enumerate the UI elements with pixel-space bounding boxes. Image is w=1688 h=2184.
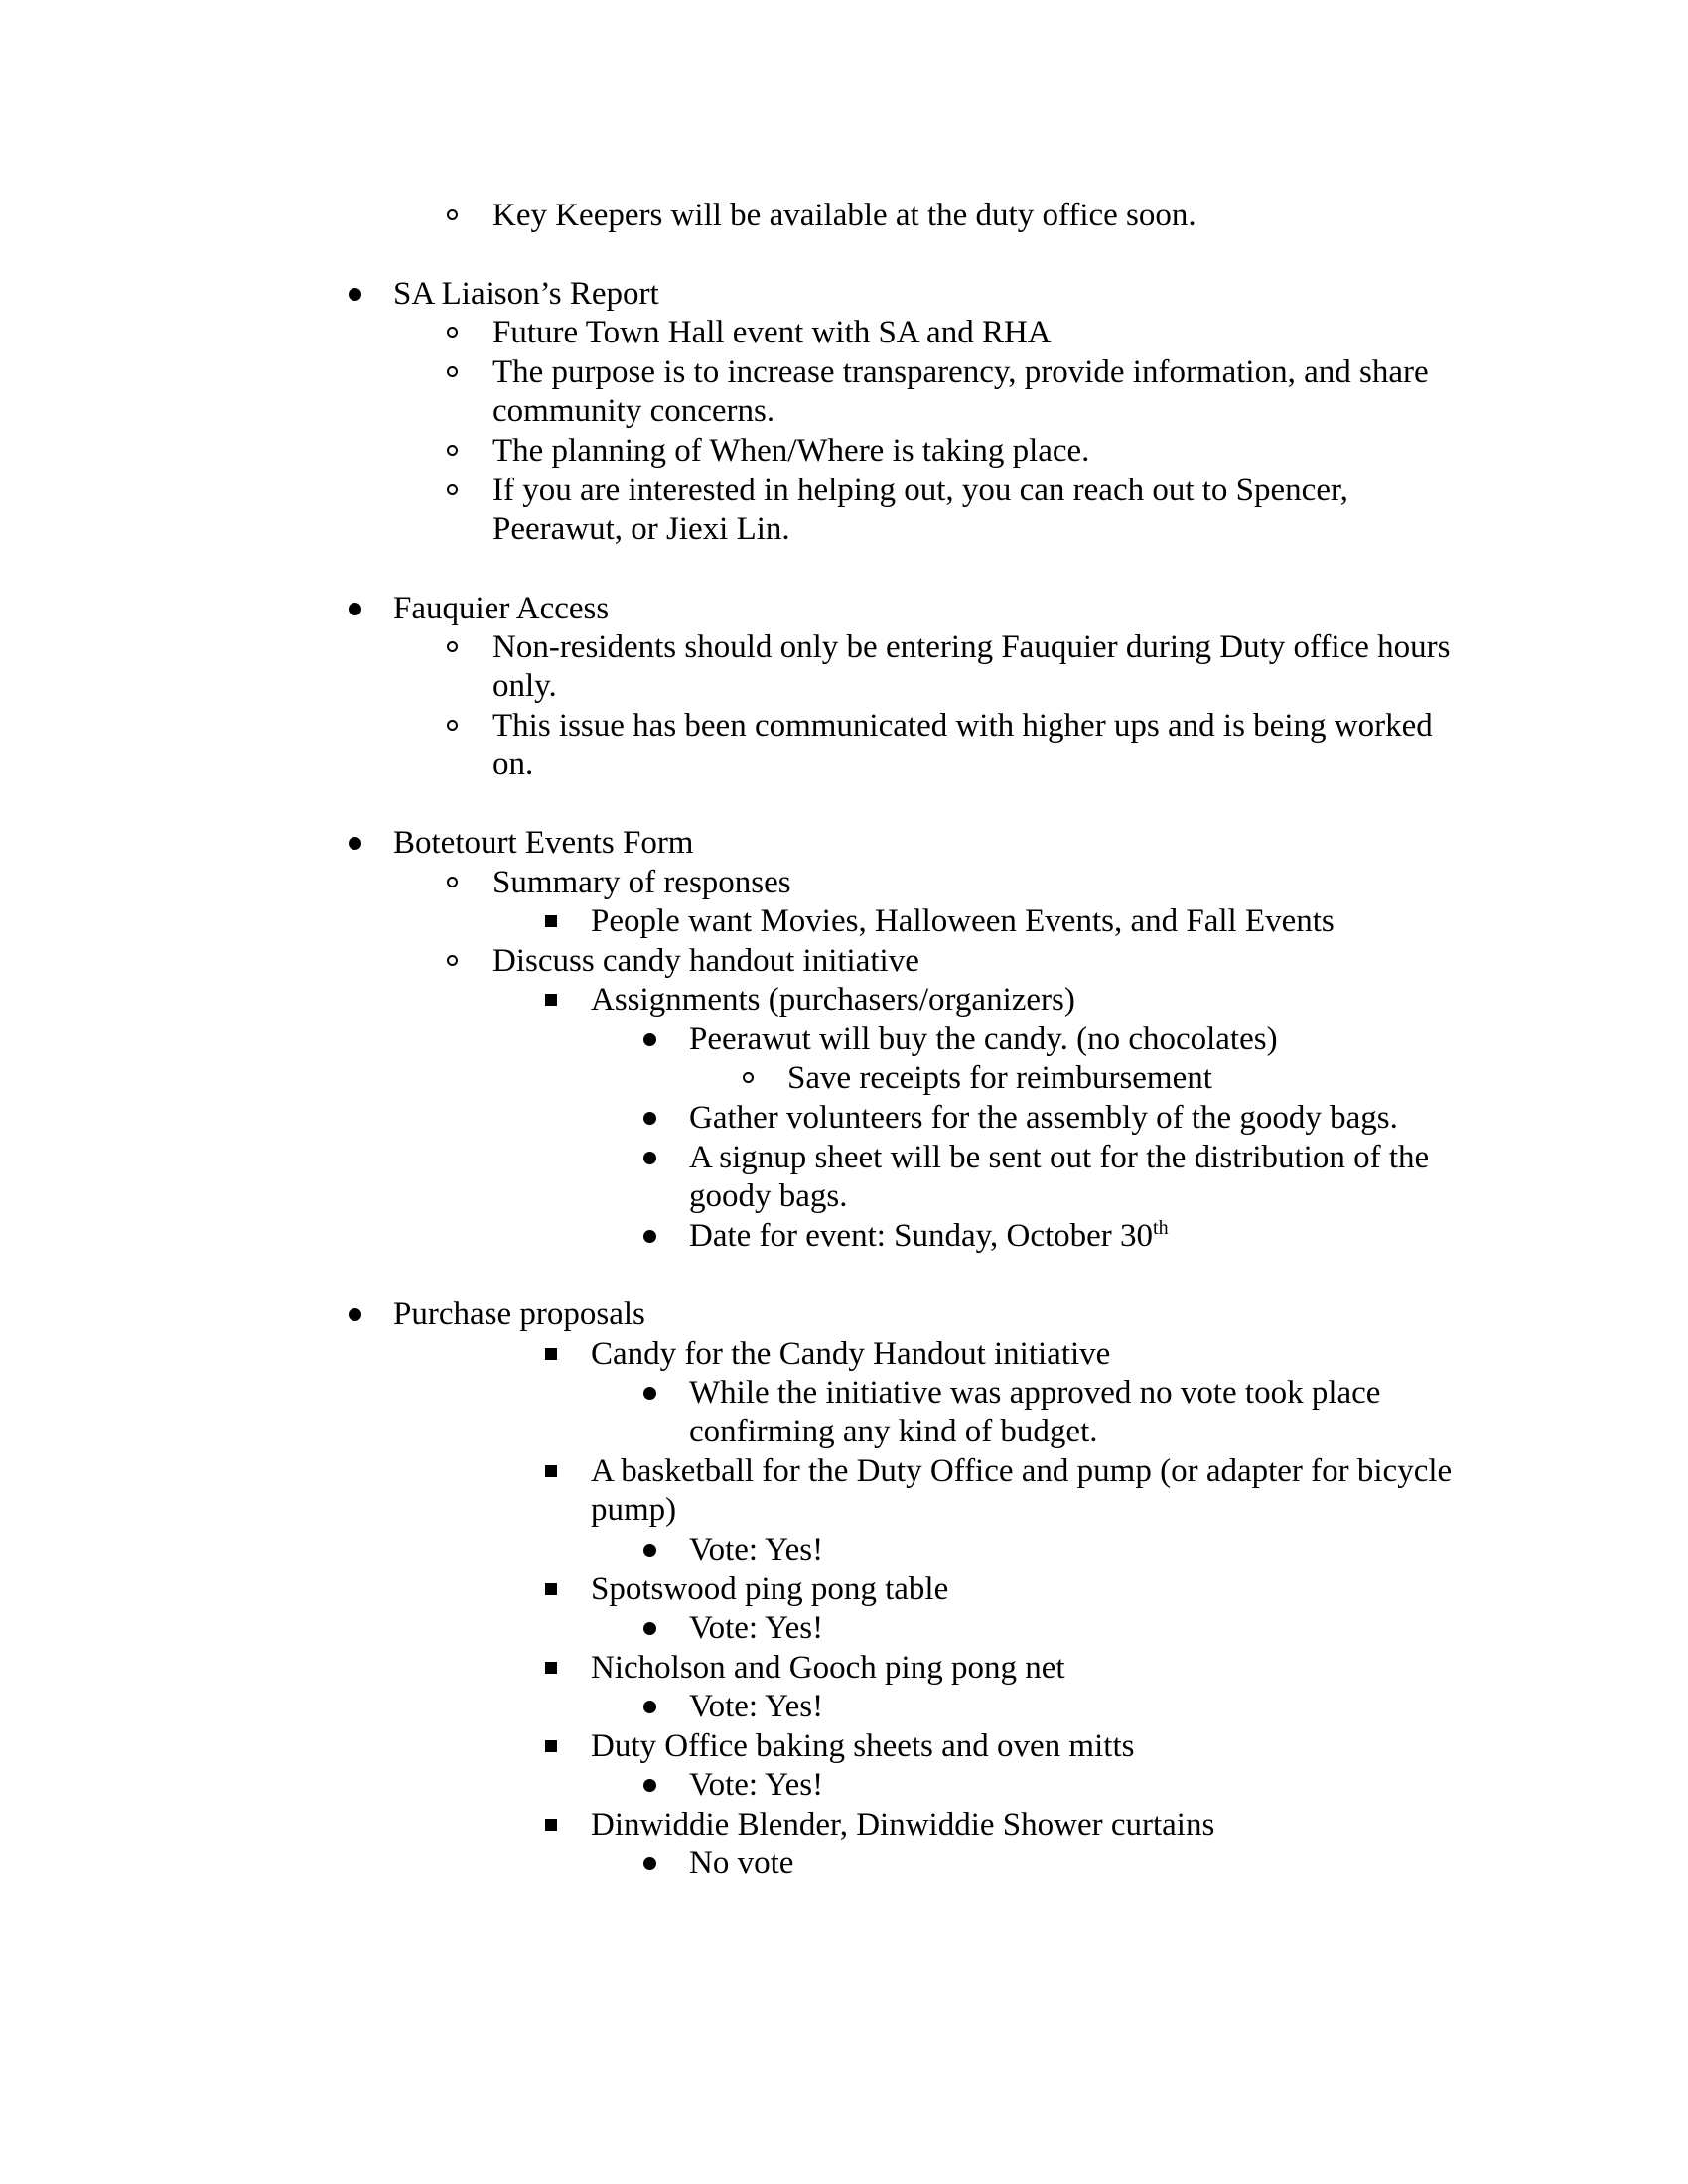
square-bullet-icon bbox=[545, 1348, 557, 1360]
disc-bullet-icon bbox=[349, 837, 361, 850]
botetourt-volunteers: Gather volunteers for the assembly of the goody bags. bbox=[689, 1100, 1398, 1136]
square-bullet-icon bbox=[545, 1740, 557, 1752]
disc-bullet-icon bbox=[349, 288, 361, 301]
disc-bullet-icon bbox=[643, 1230, 656, 1243]
circle-bullet-icon bbox=[447, 484, 458, 495]
disc-bullet-icon bbox=[643, 1622, 656, 1635]
disc-bullet-icon bbox=[643, 1701, 656, 1713]
square-bullet-icon bbox=[545, 1662, 557, 1674]
botetourt-date bbox=[689, 1216, 1169, 1256]
botetourt-date-text: Date for event: Sunday, October 30 bbox=[689, 1218, 1154, 1254]
circle-bullet-icon bbox=[447, 641, 458, 652]
purchase-pingpong-table: Spotswood ping pong table bbox=[591, 1571, 949, 1607]
purchase-candy: Candy for the Candy Handout initiative bbox=[591, 1336, 1111, 1372]
fauquier-item: This issue has been communicated with higher ups and is being worked bbox=[492, 708, 1433, 744]
sa-liaison-heading: SA Liaison’s Report bbox=[393, 276, 659, 312]
intro-item: Key Keepers will be available at the duty office soon. bbox=[492, 198, 1196, 233]
square-bullet-icon bbox=[545, 915, 557, 927]
purchase-candy-note-continued: confirming any kind of budget. bbox=[689, 1414, 1098, 1449]
circle-bullet-icon bbox=[447, 366, 458, 377]
purchase-candy-note: While the initiative was approved no vote took place bbox=[689, 1375, 1381, 1411]
botetourt-date-suffix: th bbox=[1153, 1217, 1169, 1239]
fauquier-item-continued: only. bbox=[492, 668, 557, 704]
botetourt-summary: Summary of responses bbox=[492, 865, 791, 900]
sa-liaison-item: If you are interested in helping out, you can reach out to Spencer, bbox=[492, 473, 1348, 508]
circle-bullet-icon bbox=[447, 209, 458, 220]
purchase-baking: Duty Office baking sheets and oven mitts bbox=[591, 1728, 1135, 1764]
disc-bullet-icon bbox=[643, 1033, 656, 1046]
botetourt-receipts: Save receipts for reimbursement bbox=[787, 1060, 1212, 1096]
purchase-heading: Purchase proposals bbox=[393, 1297, 645, 1332]
purchase-vote: Vote: Yes! bbox=[689, 1532, 824, 1568]
botetourt-peerawut: Peerawut will buy the candy. (no chocolates) bbox=[689, 1022, 1278, 1057]
botetourt-signup: A signup sheet will be sent out for the distribution of the bbox=[689, 1140, 1430, 1175]
sa-liaison-item: The purpose is to increase transparency, provide information, and share bbox=[492, 354, 1429, 390]
purchase-vote: Vote: Yes! bbox=[689, 1689, 824, 1724]
botetourt-summary-item: People want Movies, Halloween Events, and Fall Events bbox=[591, 903, 1335, 939]
botetourt-assignments: Assignments (purchasers/organizers) bbox=[591, 982, 1075, 1018]
disc-bullet-icon bbox=[643, 1857, 656, 1870]
purchase-vote: Vote: Yes! bbox=[689, 1610, 824, 1646]
disc-bullet-icon bbox=[349, 603, 361, 615]
circle-bullet-icon bbox=[447, 955, 458, 966]
purchase-basketball-continued: pump) bbox=[591, 1492, 677, 1528]
botetourt-candy: Discuss candy handout initiative bbox=[492, 943, 919, 979]
sa-liaison-item: The planning of When/Where is taking place. bbox=[492, 433, 1090, 469]
disc-bullet-icon bbox=[349, 1308, 361, 1321]
disc-bullet-icon bbox=[643, 1544, 656, 1557]
purchase-dinwiddie: Dinwiddie Blender, Dinwiddie Shower curtains bbox=[591, 1807, 1215, 1843]
square-bullet-icon bbox=[545, 1583, 557, 1595]
fauquier-heading: Fauquier Access bbox=[393, 591, 610, 626]
sa-liaison-item: Future Town Hall event with SA and RHA bbox=[492, 315, 1052, 350]
square-bullet-icon bbox=[545, 1465, 557, 1477]
sa-liaison-item-continued: Peerawut, or Jiexi Lin. bbox=[492, 511, 790, 547]
disc-bullet-icon bbox=[643, 1387, 656, 1400]
disc-bullet-icon bbox=[643, 1152, 656, 1164]
botetourt-heading: Botetourt Events Form bbox=[393, 825, 694, 861]
circle-bullet-icon bbox=[447, 877, 458, 887]
square-bullet-icon bbox=[545, 1819, 557, 1831]
circle-bullet-icon bbox=[447, 720, 458, 731]
sa-liaison-item-continued: community concerns. bbox=[492, 393, 775, 429]
fauquier-item-continued: on. bbox=[492, 747, 534, 782]
square-bullet-icon bbox=[545, 994, 557, 1006]
circle-bullet-icon bbox=[743, 1072, 754, 1083]
purchase-no-vote: No vote bbox=[689, 1845, 794, 1881]
fauquier-item: Non-residents should only be entering Fauquier during Duty office hours bbox=[492, 629, 1451, 665]
circle-bullet-icon bbox=[447, 445, 458, 456]
botetourt-signup-continued: goody bags. bbox=[689, 1178, 848, 1214]
purchase-vote: Vote: Yes! bbox=[689, 1767, 824, 1803]
purchase-basketball: A basketball for the Duty Office and pump (or adapter for bicycle bbox=[591, 1453, 1453, 1489]
purchase-pingpong-net: Nicholson and Gooch ping pong net bbox=[591, 1650, 1065, 1686]
disc-bullet-icon bbox=[643, 1112, 656, 1125]
disc-bullet-icon bbox=[643, 1779, 656, 1792]
circle-bullet-icon bbox=[447, 327, 458, 338]
